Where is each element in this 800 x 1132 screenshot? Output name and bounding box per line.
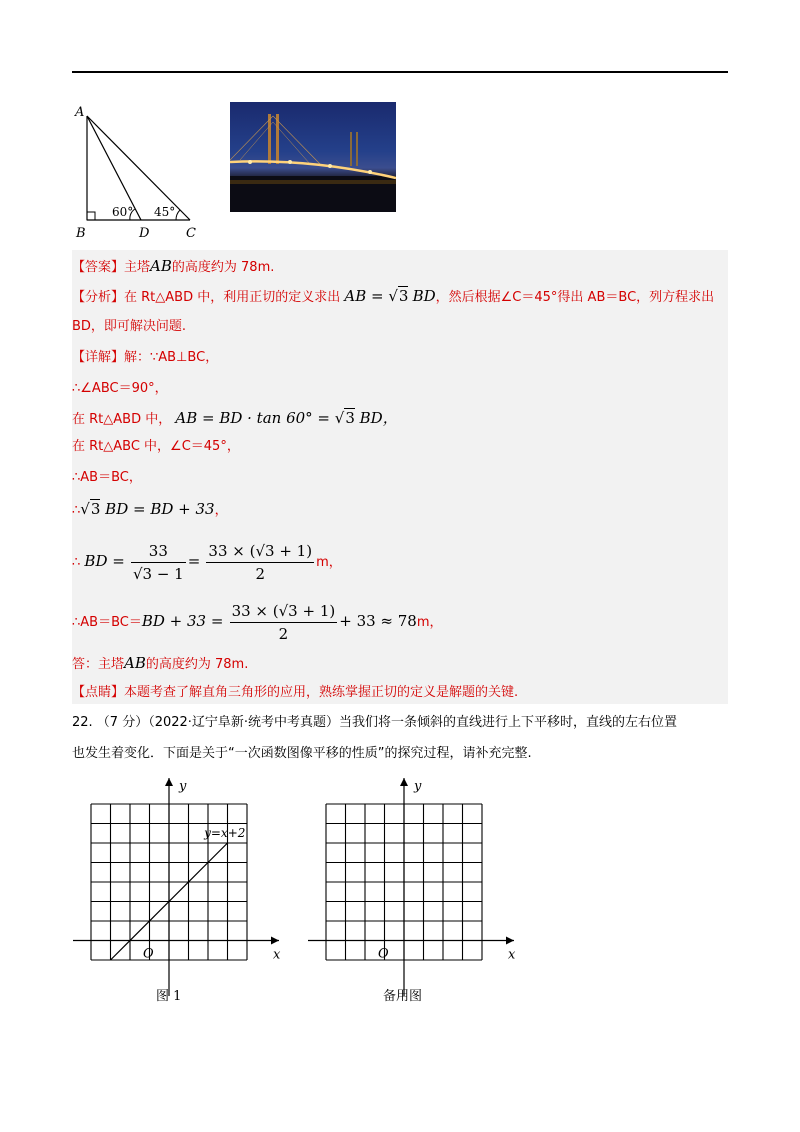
right-angle-mark xyxy=(87,212,95,220)
y-axis-arrow xyxy=(165,778,173,786)
step-6: ∴ BD = $\frac{33}{√3 - 1}$ = $\frac{33 \times (√3 + 1)}{2}$ m， xyxy=(72,542,342,583)
step-7 xyxy=(72,600,443,645)
answer-line xyxy=(72,257,274,277)
angle-45-label: 45° xyxy=(154,205,176,219)
analysis-tag: 【分析】 xyxy=(72,290,125,305)
point-tag: 【点睛】 xyxy=(72,685,125,700)
step-7-frac: $\frac{33 \times (√3 + 1)}{2}$ xyxy=(231,602,336,643)
analysis-line-1: 【分析】在 Rt△ABD 中，利用正切的定义求出 AB = √3 BD，然后根据∠C＝45°得出 AB＝BC，列方程求出 xyxy=(72,287,715,305)
x-axis-arrow xyxy=(271,937,279,945)
analysis-expr-right: BD xyxy=(412,287,436,305)
fig1-caption: 图 1 xyxy=(156,989,182,1004)
step-2-pre: 在 Rt△ABD 中， xyxy=(72,412,172,427)
label-C: C xyxy=(186,226,196,240)
final-pre: 答：主塔 xyxy=(72,657,125,672)
step-7-post: + 33 ≈ 78 xyxy=(339,612,417,630)
step-5-tail: ， xyxy=(214,503,228,518)
step-4: ∴AB＝BC， xyxy=(72,470,142,485)
step-7-pre: ∴AB＝BC＝ xyxy=(72,615,142,630)
step-6-tail: m， xyxy=(316,555,342,570)
label-A: A xyxy=(75,105,85,120)
point-line xyxy=(72,684,518,702)
step-7-math: BD + 33 = xyxy=(141,612,224,630)
step-6-lhs: BD = xyxy=(84,552,125,570)
analysis-expr-left: AB xyxy=(344,287,367,305)
point-text: 本题考查了解直角三角形的应用，熟练掌握正切的定义是解题的关键. xyxy=(124,685,519,700)
step-2-math: AB = BD · tan 60° = xyxy=(175,409,330,427)
step-5: ∴√3 BD = BD + 33， xyxy=(72,500,228,518)
step-2: 在 Rt△ABD 中， AB = BD · tan 60° = √3 BD， xyxy=(72,409,398,427)
bridge-illustration xyxy=(230,102,396,212)
final-tail: 的高度约为 78m. xyxy=(145,657,249,672)
analysis-text-a: 在 Rt△ABD 中，利用正切的定义求出 xyxy=(124,290,341,305)
final-answer xyxy=(72,654,248,674)
step-5-math: BD = BD + 33 xyxy=(105,500,215,518)
origin-label: O xyxy=(378,946,389,962)
step-7-tail: m， xyxy=(416,615,443,630)
detail-line xyxy=(72,349,218,367)
x-axis-label: x xyxy=(273,947,281,963)
fig2-caption: 备用图 xyxy=(383,989,423,1004)
step-6-pre: ∴ xyxy=(72,555,81,570)
angle-C-arc xyxy=(176,210,180,220)
step-6-frac-1: $\frac{33}{√3 - 1}$ xyxy=(132,542,184,583)
label-B: B xyxy=(76,226,86,240)
y-axis-label: y xyxy=(179,779,187,794)
x-axis-arrow xyxy=(506,937,514,945)
grid-figure-1 xyxy=(73,778,281,996)
final-var: AB xyxy=(124,654,146,672)
function-label: y=x+2 xyxy=(204,826,246,841)
analysis-text-b: ，然后根据∠C＝45°得出 AB＝BC，列方程求出 xyxy=(435,290,715,305)
angle-60-label: 60° xyxy=(112,205,134,219)
label-D: D xyxy=(139,226,150,240)
bridge-photo xyxy=(230,102,396,212)
step-6-frac-2: $\frac{33 \times (√3 + 1)}{2}$ xyxy=(208,542,313,583)
triangle-diagram xyxy=(72,100,202,240)
step-3: 在 Rt△ABC 中，∠C＝45°， xyxy=(72,439,240,454)
detail-tag: 【详解】 xyxy=(72,350,125,365)
answer-tail: 的高度约为 78m. xyxy=(171,260,275,275)
answer-var: AB xyxy=(150,257,172,275)
step-1: ∴∠ABC＝90°， xyxy=(72,381,168,396)
analysis-line-2: BD，即可解决问题. xyxy=(72,319,187,334)
question-line-2: 也发生着变化．下面是关于“一次函数图像平移的性质”的探究过程，请补充完整. xyxy=(72,746,532,761)
origin-label: O xyxy=(143,946,154,962)
question-line-1: 22. （7 分）（2022·辽宁阜新·统考中考真题）当我们将一条倾斜的直线进行上下平移时，直线的左右位置 xyxy=(72,715,678,730)
x-axis-label: x xyxy=(508,947,516,963)
answer-text: 主塔 xyxy=(124,260,151,275)
grid-figures xyxy=(60,770,540,1010)
y-axis-label: y xyxy=(414,779,422,794)
step-5-pre: ∴ xyxy=(72,503,81,518)
y-axis-arrow xyxy=(400,778,408,786)
grid-figure-2 xyxy=(308,778,516,996)
header-rule xyxy=(72,71,728,73)
answer-tag: 【答案】 xyxy=(72,260,125,275)
detail-intro: 解：∵AB⊥BC， xyxy=(124,350,219,365)
step-2-tail: BD， xyxy=(359,409,398,427)
